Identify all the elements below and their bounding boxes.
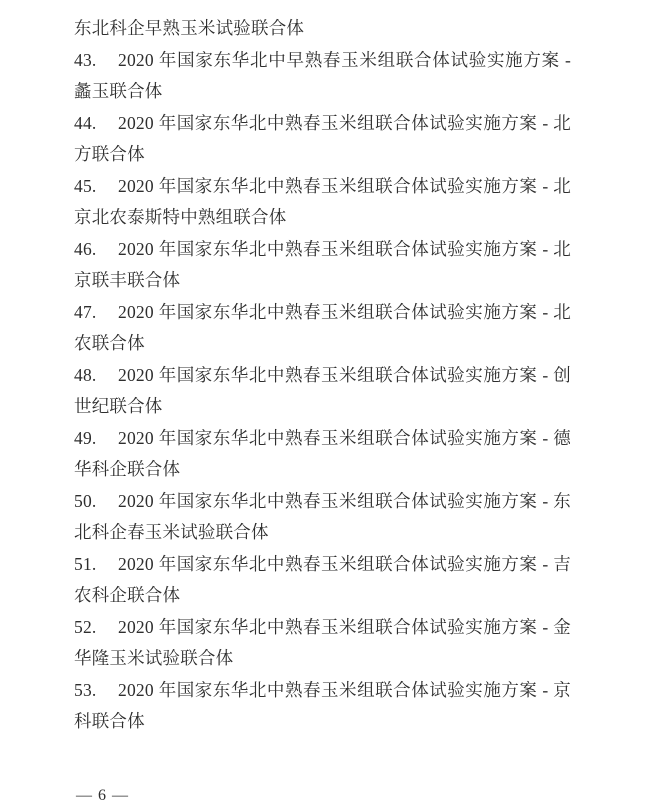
list-item xyxy=(74,297,571,360)
item-text: 2020 年国家东华北中早熟春玉米组联合体试验实施方案 - xyxy=(118,49,571,70)
item-text: 2020 年国家东华北中熟春玉米组联合体试验实施方案 - 北 xyxy=(118,301,571,322)
list-item-line xyxy=(74,612,571,644)
list-item-line xyxy=(74,171,571,203)
item-text: 世纪联合体 xyxy=(74,396,163,416)
list-item-line xyxy=(74,549,571,581)
list-item xyxy=(74,549,571,612)
item-text: 华隆玉米试验联合体 xyxy=(74,648,234,668)
list-item-continuation xyxy=(74,13,571,45)
list-item xyxy=(74,45,571,108)
item-number: 44. xyxy=(74,112,97,133)
list-item-line xyxy=(74,643,571,675)
list-item-line xyxy=(74,45,571,77)
item-number: 53. xyxy=(74,679,97,700)
item-text: 农联合体 xyxy=(74,333,145,353)
page-number: — 6 — xyxy=(76,787,129,804)
item-text: 2020 年国家东华北中熟春玉米组联合体试验实施方案 - 北 xyxy=(118,112,571,133)
list-item-line xyxy=(74,675,571,707)
item-text: 京北农泰斯特中熟组联合体 xyxy=(74,207,287,227)
list-item-line xyxy=(74,706,571,738)
list-item xyxy=(74,423,571,486)
item-number: 46. xyxy=(74,238,97,259)
item-text: 2020 年国家东华北中熟春玉米组联合体试验实施方案 - 东 xyxy=(118,490,571,511)
list-item-line xyxy=(74,139,571,171)
list-item-line xyxy=(74,328,571,360)
list-item-line xyxy=(74,234,571,266)
list-item xyxy=(74,108,571,171)
list-item xyxy=(74,234,571,297)
item-number: 49. xyxy=(74,427,97,448)
list-item xyxy=(74,612,571,675)
list-item-line xyxy=(74,360,571,392)
list-item-line xyxy=(74,580,571,612)
item-text: 2020 年国家东华北中熟春玉米组联合体试验实施方案 - 吉 xyxy=(118,553,571,574)
item-number: 45. xyxy=(74,175,97,196)
list-item-line xyxy=(74,391,571,423)
experiment-plan-list xyxy=(74,13,571,738)
item-text: 方联合体 xyxy=(74,144,145,164)
list-item-line xyxy=(74,454,571,486)
item-text: 华科企联合体 xyxy=(74,459,181,479)
list-item xyxy=(74,486,571,549)
item-text: 京联丰联合体 xyxy=(74,270,181,290)
list-item-line xyxy=(74,13,571,45)
item-number: 47. xyxy=(74,301,97,322)
list-item xyxy=(74,675,571,738)
list-item-line xyxy=(74,202,571,234)
list-item-line xyxy=(74,76,571,108)
list-item-line xyxy=(74,297,571,329)
item-number: 51. xyxy=(74,553,97,574)
item-text: 2020 年国家东华北中熟春玉米组联合体试验实施方案 - 创 xyxy=(118,364,571,385)
item-number: 52. xyxy=(74,616,97,637)
list-item-line xyxy=(74,423,571,455)
item-text: 2020 年国家东华北中熟春玉米组联合体试验实施方案 - 德 xyxy=(118,427,571,448)
list-item xyxy=(74,360,571,423)
item-text: 北科企春玉米试验联合体 xyxy=(74,522,269,542)
list-item-line xyxy=(74,265,571,297)
item-text: 科联合体 xyxy=(74,711,145,731)
item-number: 50. xyxy=(74,490,97,511)
item-text: 2020 年国家东华北中熟春玉米组联合体试验实施方案 - 金 xyxy=(118,616,571,637)
item-text: 农科企联合体 xyxy=(74,585,181,605)
list-item xyxy=(74,171,571,234)
item-text: 2020 年国家东华北中熟春玉米组联合体试验实施方案 - 京 xyxy=(118,679,571,700)
item-text: 东北科企早熟玉米试验联合体 xyxy=(74,18,305,38)
item-text: 蠡玉联合体 xyxy=(74,81,163,101)
item-number: 43. xyxy=(74,49,97,70)
list-item-line xyxy=(74,517,571,549)
item-number: 48. xyxy=(74,364,97,385)
item-text: 2020 年国家东华北中熟春玉米组联合体试验实施方案 - 北 xyxy=(118,175,571,196)
list-item-line xyxy=(74,108,571,140)
list-item-line xyxy=(74,486,571,518)
item-text: 2020 年国家东华北中熟春玉米组联合体试验实施方案 - 北 xyxy=(118,238,571,259)
